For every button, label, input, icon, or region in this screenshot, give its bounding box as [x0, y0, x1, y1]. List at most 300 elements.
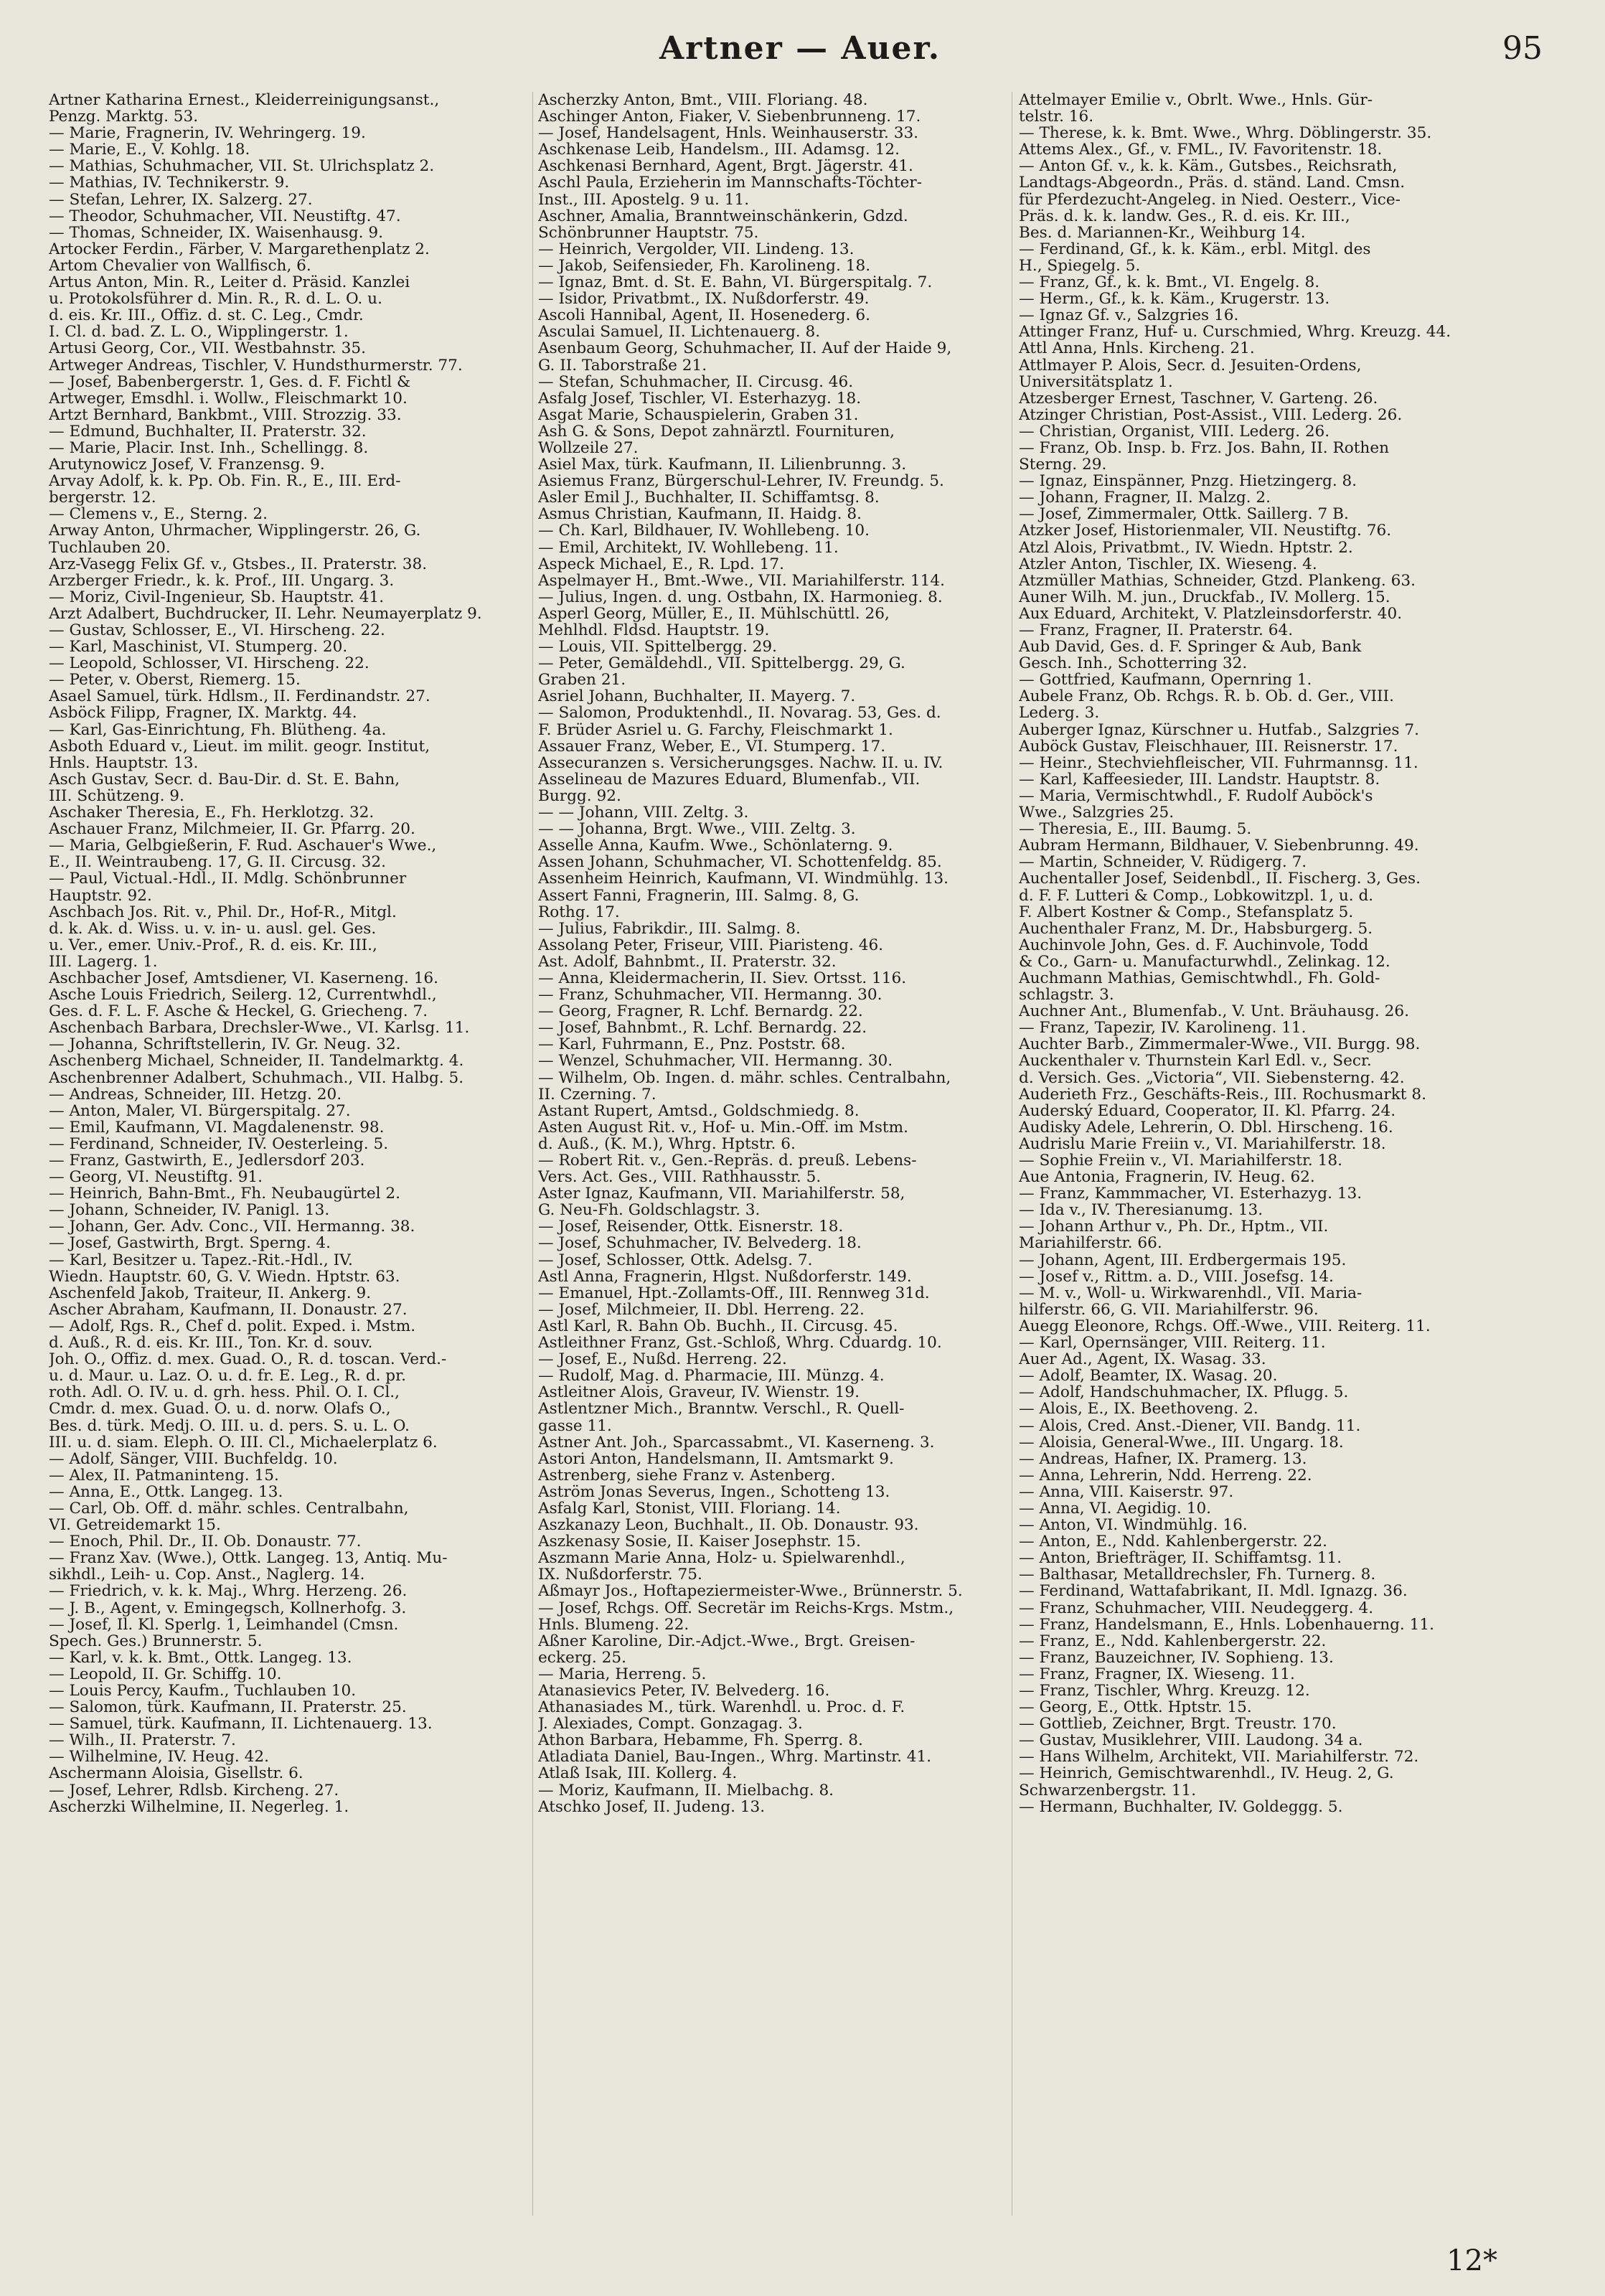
directory-entry: Burgg. 92. [538, 787, 621, 805]
directory-entry: Inst., III. Apostelg. 9 u. 11. [538, 191, 750, 208]
directory-entry: — Josef, Handelsagent, Hnls. Weinhauserstr. 33. [538, 125, 919, 142]
directory-entry: Bes. d. türk. Medj. O. III. u. d. pers. S. u. L. O. [49, 1417, 410, 1434]
directory-entry: Aubram Hermann, Bildhauer, V. Siebenbrunng. 49. [1019, 837, 1419, 855]
directory-entry: Auderský Eduard, Cooperator, II. Kl. Pfarrg. 24. [1019, 1102, 1396, 1119]
directory-entry: — Wilhelm, Ob. Ingen. d. mähr. schles. Centralbahn, [538, 1069, 951, 1086]
directory-entry: Asculai Samuel, II. Lichtenauerg. 8. [538, 324, 821, 341]
directory-entry: — Josef, E., Nußd. Herreng. 22. [538, 1351, 787, 1368]
directory-entry: — Julius, Ingen. d. ung. Ostbahn, IX. Harmonieg. 8. [538, 588, 943, 606]
directory-entry: Assolang Peter, Friseur, VIII. Piaristeng. 46. [538, 936, 884, 954]
directory-entry: — Adolf, Handschuhmacher, IX. Pflugg. 5. [1019, 1384, 1349, 1401]
directory-entry: — Clemens v., E., Sterng. 2. [49, 506, 268, 523]
directory-entry: — Anna, VI. Aegidig. 10. [1019, 1500, 1212, 1518]
directory-entry: — Theresia, E., III. Baumg. 5. [1019, 821, 1252, 838]
directory-entry: Asler Emil J., Buchhalter, II. Schiffamtsg. 8. [538, 489, 880, 507]
directory-entry: — Heinrich, Gemischtwarenhdl., IV. Heug. 2, G. [1019, 1765, 1394, 1782]
directory-entry: Asten August Rit. v., Hof- u. Min.-Off. im Mstm. [538, 1119, 908, 1136]
directory-entry: — Salomon, Produktenhdl., II. Novarag. 53, Ges. d. [538, 705, 941, 722]
directory-entry: Asböck Filipp, Fragner, IX. Marktg. 44. [49, 705, 357, 722]
directory-entry: Asselle Anna, Kaufm. Wwe., Schönlaterng. 9. [538, 837, 893, 855]
directory-entry: — Maria, Vermischtwhdl., F. Rudolf Auböck's [1019, 787, 1373, 805]
directory-entry: — Ignaz, Einspänner, Pnzg. Hietzingerg. 8. [1019, 473, 1357, 490]
directory-entry: Wollzeile 27. [538, 439, 639, 457]
directory-entry: — Josef, Zimmermaler, Ottk. Saillerg. 7 B. [1019, 506, 1349, 523]
directory-entry: Aschinger Anton, Fiaker, V. Siebenbrunneng. 17. [538, 108, 921, 126]
directory-entry: Ascher Abraham, Kaufmann, II. Donaustr. 27. [49, 1301, 408, 1318]
directory-entry: Atzmüller Mathias, Schneider, Gtzd. Plankeng. 63. [1019, 572, 1416, 589]
directory-entry: — Jakob, Seifensieder, Fh. Karolineng. 18. [538, 257, 871, 275]
directory-entry: — Enoch, Phil. Dr., II. Ob. Donaustr. 77. [49, 1533, 362, 1551]
directory-entry: — Anna, E., Ottk. Langeg. 13. [49, 1483, 283, 1500]
directory-entry: Athon Barbara, Hebamme, Fh. Sperrg. 8. [538, 1732, 863, 1749]
directory-entry: für Pferdezucht-Angeleg. in Nied. Oesterr., Vice- [1019, 191, 1401, 208]
directory-entry: — Anna, Lehrerin, Ndd. Herreng. 22. [1019, 1467, 1312, 1484]
directory-entry: — Franz, Fragner, II. Praterstr. 64. [1019, 622, 1294, 639]
directory-entry: — Anton, Briefträger, II. Schiffamtsg. 11. [1019, 1550, 1342, 1567]
directory-entry: — Franz, Schuhmacher, VII. Hermanng. 30. [538, 987, 882, 1004]
directory-entry: Astl Anna, Fragnerin, Hlgst. Nußdorferstr. 149. [538, 1268, 912, 1285]
directory-entry: — Karl, Opernsänger, VIII. Reiterg. 11. [1019, 1335, 1326, 1352]
directory-entry: — Peter, Gemäldehdl., VII. Spittelbergg. 29, G. [538, 655, 905, 672]
directory-entry: Arzt Adalbert, Buchdrucker, II. Lehr. Neumayerplatz 9. [49, 605, 482, 622]
directory-entry: — Josef, Reisender, Ottk. Eisnerstr. 18. [538, 1218, 844, 1236]
directory-entry: Auchner Ant., Blumenfab., V. Unt. Bräuhausg. 26. [1019, 1003, 1409, 1020]
directory-entry: Attl Anna, Hnls. Kircheng. 21. [1019, 340, 1255, 357]
directory-entry: — Gustav, Schlosser, E., VI. Hirscheng. 22. [49, 622, 385, 639]
directory-entry: Assecuranzen s. Versicherungsges. Nachw. II. u. IV. [538, 754, 943, 771]
directory-entry: Auckenthaler v. Thurnstein Karl Edl. v., Secr. [1019, 1053, 1372, 1070]
directory-entry: u. Protokolsführer d. Min. R., R. d. L. O. u. [49, 291, 382, 308]
directory-entry: Lederg. 3. [1019, 705, 1100, 722]
directory-entry: — Moriz, Civil-Ingenieur, Sb. Hauptstr. 41. [49, 588, 385, 606]
directory-entry: — Leopold, Schlosser, VI. Hirscheng. 22. [49, 655, 370, 672]
directory-entry: Asfalg Josef, Tischler, VI. Esterhazyg. 18. [538, 390, 862, 407]
directory-entry: bergerstr. 12. [49, 489, 156, 507]
directory-entry: — Therese, k. k. Bmt. Wwe., Whrg. Döblingerstr. 35. [1019, 125, 1432, 142]
directory-entry: Atschko Josef, II. Judeng. 13. [538, 1798, 766, 1815]
directory-entry: — Heinrich, Vergolder, VII. Lindeng. 13. [538, 240, 855, 258]
directory-entry: Wwe., Salzgries 25. [1019, 804, 1175, 822]
directory-entry: Arzberger Friedr., k. k. Prof., III. Ungarg. 3. [49, 572, 395, 589]
directory-entry: d. Äuß., (K. M.), Whrg. Hptstr. 6. [538, 1135, 796, 1152]
directory-entry: d. Äuß., R. d. eis. Kr. III., Ton. Kr. d. souv. [49, 1335, 373, 1352]
directory-entry: Asiel Max, türk. Kaufmann, II. Lilienbrunng. 3. [538, 456, 907, 474]
directory-entry: Hauptstr. 92. [49, 887, 152, 904]
printer-signature: 12* [1446, 2244, 1497, 2277]
directory-entry: Auer Ad., Agent, IX. Wasag. 33. [1019, 1351, 1266, 1368]
directory-entry: — Ida v., IV. Theresianumg. 13. [1019, 1202, 1263, 1219]
directory-entry: — Emanuel, Hpt.-Zollamts-Off., III. Rennweg 31d. [538, 1284, 930, 1302]
directory-entry: Asenbaum Georg, Schuhmacher, II. Auf der Haide 9, [538, 340, 952, 357]
directory-entry: III. Schützeng. 9. [49, 787, 184, 805]
directory-entry: Asch Gustav, Secr. d. Bau-Dir. d. St. E. Bahn, [49, 771, 400, 788]
page-number: 95 [1502, 30, 1543, 67]
directory-entry: — Alex, II. Patmaninteng. 15. [49, 1467, 279, 1484]
directory-entry: Mehlhdl. Fldsd. Hauptstr. 19. [538, 622, 770, 639]
directory-entry: Aschenbrenner Adalbert, Schuhmach., VII. Halbg. 5. [49, 1069, 464, 1086]
directory-entry: Audrislu Marie Freiin v., VI. Mariahilferstr. 18. [1019, 1135, 1386, 1152]
directory-entry: — Wilh., II. Praterstr. 7. [49, 1732, 236, 1749]
directory-entry: VI. Getreidemarkt 15. [49, 1517, 221, 1534]
directory-entry: — Franz Xav. (Wwe.), Ottk. Langeg. 13, Antiq. Mu- [49, 1550, 448, 1567]
directory-entry: Asperl Georg, Müller, E., II. Mühlschüttl. 26, [538, 605, 890, 622]
directory-entry: IX. Nußdorferstr. 75. [538, 1566, 702, 1584]
directory-entry: — Anton, E., Ndd. Kahlenbergerstr. 22. [1019, 1533, 1328, 1551]
directory-entry: — Josef, Rchgs. Off. Secretär im Reichs-Krgs. Mstm., [538, 1599, 954, 1617]
directory-entry: — — Johann, VIII. Zeltg. 3. [538, 804, 749, 822]
directory-entry: Ascherzki Wilhelmine, II. Negerleg. 1. [49, 1798, 349, 1815]
directory-entry: — Emil, Architekt, IV. Wohllebeng. 11. [538, 539, 839, 556]
directory-entry: — Franz, Handelsmann, E., Hnls. Lobenhauerng. 11. [1019, 1616, 1434, 1633]
directory-entry: Asael Samuel, türk. Hdlsm., II. Ferdinandstr. 27. [49, 688, 430, 705]
directory-entry: — Anton Gf. v., k. k. Käm., Gutsbes., Reichsrath, [1019, 158, 1398, 175]
directory-entry: Astleitner Alois, Graveur, IV. Wienstr. 19. [538, 1384, 860, 1401]
directory-entry: — Moriz, Kaufmann, II. Mielbachg. 8. [538, 1782, 834, 1799]
directory-entry: Ascoli Hannibal, Agent, II. Hosenederg. 6. [538, 307, 870, 324]
directory-entry: — Franz, Tapezir, IV. Karolineng. 11. [1019, 1020, 1307, 1037]
directory-entry: H., Spiegelg. 5. [1019, 257, 1141, 275]
directory-entry: Aschbach Jos. Rit. v., Phil. Dr., Hof-R., Mitgl. [49, 903, 397, 921]
directory-entry: — Salomon, türk. Kaufmann, II. Praterstr. 25. [49, 1699, 407, 1716]
directory-entry: Graben 21. [538, 672, 626, 689]
directory-entry: Ascherzky Anton, Bmt., VIII. Floriang. 48. [538, 92, 868, 109]
directory-entry: G. II. Taborstraße 21. [538, 357, 707, 374]
directory-entry: II. Czerning. 7. [538, 1086, 656, 1103]
directory-entry: Astlentzner Mich., Branntw. Verschl., R. Quell- [538, 1401, 905, 1418]
directory-entry: — Gottlieb, Zeichner, Brgt. Treustr. 170. [1019, 1716, 1337, 1733]
directory-entry: Aström Jonas Severus, Ingen., Schotteng 13. [538, 1483, 890, 1500]
directory-entry: — Stefan, Lehrer, IX. Salzerg. 27. [49, 191, 313, 208]
directory-entry: — Karl, Maschinist, VI. Stumperg. 20. [49, 639, 348, 656]
directory-entry: F. Albert Kostner & Comp., Stefansplatz 5. [1019, 903, 1354, 921]
directory-entry: Atanasievics Peter, IV. Belvederg. 16. [538, 1683, 830, 1700]
directory-entry: — Herm., Gf., k. k. Käm., Krugerstr. 13. [1019, 291, 1330, 308]
directory-entry: G. Neu-Fh. Goldschlagstr. 3. [538, 1202, 761, 1219]
directory-entry: Cmdr. d. mex. Guad. O. u. d. norw. Olafs O., [49, 1401, 391, 1418]
directory-entry: Aschl Paula, Erzieherin im Mannschafts-Töchter- [538, 174, 923, 192]
page-title: Artner — Auer. [659, 30, 941, 67]
directory-entry: Arutynowicz Josef, V. Franzensg. 9. [49, 456, 325, 474]
directory-entry: F. Brüder Asriel u. G. Farchy, Fleischmarkt 1. [538, 721, 893, 738]
directory-entry: & Co., Garn- u. Manufacturwhdl., Zelinkag. 12. [1019, 953, 1390, 970]
directory-entry: — Karl, Gas-Einrichtung, Fh. Blütheng. 4a. [49, 721, 387, 738]
directory-entry: Asche Louis Friedrich, Seilerg. 12, Currentwhdl., [49, 987, 437, 1004]
directory-entry: Astant Rupert, Amtsd., Goldschmiedg. 8. [538, 1102, 860, 1119]
directory-entry: Aschauer Franz, Milchmeier, II. Gr. Pfarrg. 20. [49, 821, 415, 838]
directory-entry: — Johann Arthur v., Ph. Dr., Hptm., VII. [1019, 1218, 1329, 1236]
directory-entry: — Franz, Ob. Insp. b. Frz. Jos. Bahn, II. Rothen [1019, 439, 1390, 457]
column-3 [1019, 92, 1507, 2216]
directory-entry: Asselineau de Mazures Eduard, Blumenfab., VII. [538, 771, 921, 788]
directory-entry: Assen Johann, Schuhmacher, VI. Schottenfeldg. 85. [538, 854, 942, 871]
directory-entry: Mariahilferstr. 66. [1019, 1235, 1162, 1252]
directory-entry: Aßmayr Jos., Hoftapeziermeister-Wwe., Brünnerstr. 5. [538, 1583, 963, 1600]
directory-entry: — Heinrich, Bahn-Bmt., Fh. Neubaugürtel 2. [49, 1185, 400, 1203]
directory-entry: — Marie, E., V. Kohlg. 18. [49, 141, 250, 159]
directory-entry: — Georg, E., Ottk. Hptstr. 15. [1019, 1699, 1252, 1716]
directory-entry: — Ignaz, Bmt. d. St. E. Bahn, VI. Bürgerspitalg. 7. [538, 274, 933, 291]
directory-entry: Aschenbach Barbara, Drechsler-Wwe., VI. Karlsg. 11. [49, 1020, 470, 1037]
directory-entry: — Mathias, IV. Technikerstr. 9. [49, 174, 290, 192]
directory-entry: — Franz, Gastwirth, E., Jedlersdorf 203. [49, 1152, 365, 1170]
directory-entry: Auchmann Mathias, Gemischtwhdl., Fh. Gold- [1019, 969, 1380, 987]
directory-entry: Assenheim Heinrich, Kaufmann, VI. Windmühlg. 13. [538, 870, 949, 888]
directory-entry: — Louis Percy, Kaufm., Tuchlauben 10. [49, 1683, 357, 1700]
directory-entry: — Hans Wilhelm, Architekt, VII. Mariahilferstr. 72. [1019, 1749, 1419, 1766]
directory-entry: Hnls. Hauptstr. 13. [49, 754, 199, 771]
directory-entry: Artusi Georg, Cor., VII. Westbahnstr. 35. [49, 340, 366, 357]
directory-entry: — Andreas, Hafner, IX. Pramerg. 13. [1019, 1450, 1307, 1467]
directory-entry: III. u. d. siam. Eleph. O. III. Cl., Michaelerplatz 6. [49, 1434, 438, 1451]
directory-entry: Artzt Bernhard, Bankbmt., VIII. Strozzig. 33. [49, 406, 402, 423]
directory-entry: — Georg, VI. Neustiftg. 91. [49, 1169, 263, 1186]
directory-entry: Assert Fanni, Fragnerin, III. Salmg. 8, G. [538, 887, 860, 904]
directory-entry: Aub David, Ges. d. F. Springer & Aub, Bank [1019, 639, 1362, 656]
directory-entry: — — Johanna, Brgt. Wwe., VIII. Zeltg. 3. [538, 821, 856, 838]
directory-entry: — Karl, Fuhrmann, E., Pnz. Poststr. 68. [538, 1036, 846, 1053]
directory-entry: Ast. Adolf, Bahnbmt., II. Praterstr. 32. [538, 953, 837, 970]
directory-entry: — Thomas, Schneider, IX. Waisenhausg. 9. [49, 224, 384, 241]
directory-entry: Astori Anton, Handelsmann, II. Amtsmarkt 9. [538, 1450, 894, 1467]
directory-entry: Asgat Marie, Schauspielerin, Graben 31. [538, 406, 859, 423]
directory-entry: — Ferdinand, Gf., k. k. Käm., erbl. Mitgl. des [1019, 240, 1371, 258]
directory-entry: — J. B., Agent, v. Emingegsch, Kollnerhofg. 3. [49, 1599, 407, 1617]
directory-entry: — Franz, Bauzeichner, IV. Sophieng. 13. [1019, 1649, 1334, 1666]
directory-entry: Astner Ant. Joh., Sparcassabmt., VI. Kaserneng. 3. [538, 1434, 935, 1451]
directory-entry: — Franz, Schuhmacher, VIII. Neudeggerg. 4. [1019, 1599, 1374, 1617]
directory-entry: Aszkenasy Sosie, II. Kaiser Josephstr. 15. [538, 1533, 861, 1551]
directory-entry: Atzler Anton, Tischler, IX. Wieseng. 4. [1019, 555, 1317, 573]
directory-entry: — Karl, Kaffeesieder, III. Landstr. Hauptstr. 8. [1019, 771, 1380, 788]
directory-entry: — Josef, Bahnbmt., R. Lchf. Bernardg. 22. [538, 1020, 867, 1037]
directory-entry: Aue Antonia, Fragnerin, IV. Heug. 62. [1019, 1169, 1315, 1186]
directory-entry: Schwarzenbergstr. 11. [1019, 1782, 1197, 1799]
directory-entry: — Alois, E., IX. Beethoveng. 2. [1019, 1401, 1258, 1418]
directory-entry: — Gustav, Musiklehrer, VIII. Laudong. 34 a. [1019, 1732, 1363, 1749]
directory-entry: Athanasiades M., türk. Warenhdl. u. Proc. d. F. [538, 1699, 905, 1716]
directory-entry: Aschbacher Josef, Amtsdiener, VI. Kaserneng. 16. [49, 969, 439, 987]
directory-entry: — Peter, v. Oberst, Riemerg. 15. [49, 672, 301, 689]
directory-entry: Assauer Franz, Weber, E., VI. Stumperg. 17. [538, 738, 886, 755]
directory-entry: — Samuel, türk. Kaufmann, II. Lichtenauerg. 13. [49, 1716, 433, 1733]
directory-entry: Asriel Johann, Buchhalter, II. Mayerg. 7. [538, 688, 856, 705]
directory-entry: Gesch. Inh., Schotterring 32. [1019, 655, 1248, 672]
directory-entry: d. Versich. Ges. „Victoria“, VII. Siebensterng. 42. [1019, 1069, 1405, 1086]
directory-entry: Astl Karl, R. Bahn Ob. Buchh., II. Circusg. 45. [538, 1317, 898, 1335]
directory-entry: Arvay Adolf, k. k. Pp. Ob. Fin. R., E., III. Erd- [49, 473, 401, 490]
directory-entry: — Franz, Gf., k. k. Bmt., VI. Engelg. 8. [1019, 274, 1320, 291]
directory-entry: — Paul, Victual.-Hdl., II. Mdlg. Schönbrunner [49, 870, 407, 888]
directory-entry: sikhdl., Leih- u. Cop. Anst., Naglerg. 14. [49, 1566, 365, 1584]
directory-entry: — Josef, Schuhmacher, IV. Belvederg. 18. [538, 1235, 862, 1252]
directory-entry: — Anna, VIII. Kaiserstr. 97. [1019, 1483, 1234, 1500]
directory-entry: — M. v., Woll- u. Wirkwarenhdl., VII. Maria- [1019, 1284, 1362, 1302]
directory-entry: J. Alexiades, Compt. Gonzagag. 3. [538, 1716, 803, 1733]
directory-entry: — Isidor, Privatbmt., IX. Nußdorferstr. 49. [538, 291, 870, 308]
directory-entry: Auchentaller Josef, Seidenbdl., II. Fischerg. 3, Ges. [1019, 870, 1421, 888]
directory-entry: — Stefan, Schuhmacher, II. Circusg. 46. [538, 373, 854, 390]
directory-entry: — Josef, Gastwirth, Brgt. Sperng. 4. [49, 1235, 331, 1252]
directory-entry: — Georg, Fragner, R. Lchf. Bernardg. 22. [538, 1003, 863, 1020]
directory-entry: — Robert Rit. v., Gen.-Repräs. d. preuß. Lebens- [538, 1152, 917, 1170]
directory-entry: Artweger, Emsdhl. i. Wollw., Fleischmarkt 10. [49, 390, 408, 407]
directory-entry: — Julius, Fabrikdir., III. Salmg. 8. [538, 920, 801, 937]
directory-entry: — Franz, Kammmacher, VI. Esterhazyg. 13. [1019, 1185, 1362, 1203]
directory-entry: gasse 11. [538, 1417, 612, 1434]
directory-entry: Artom Chevalier von Wallfisch, 6. [49, 257, 311, 275]
directory-entry: — Josef v., Rittm. a. D., VIII. Josefsg. 14. [1019, 1268, 1334, 1285]
column-2 [538, 92, 1026, 2216]
directory-entry: Joh. O., Offiz. d. mex. Guad. O., R. d. toscan. Verd.- [49, 1351, 447, 1368]
directory-entry: — Johann, Agent, III. Erdbergermais 195. [1019, 1251, 1347, 1269]
directory-entry: Attems Alex., Gf., v. FML., IV. Favoritenstr. 18. [1019, 141, 1383, 159]
directory-entry: Asboth Eduard v., Lieut. im milit. geogr. Institut, [49, 738, 430, 755]
directory-entry: — Emil, Kaufmann, VI. Magdalenenstr. 98. [49, 1119, 385, 1136]
directory-entry: Atzinger Christian, Post-Assist., VIII. Lederg. 26. [1019, 406, 1403, 423]
directory-entry: Attinger Franz, Huf- u. Curschmied, Whrg. Kreuzg. 44. [1019, 324, 1451, 341]
directory-entry: — Alois, Cred. Anst.-Diener, VII. Bandg. 11. [1019, 1417, 1361, 1434]
directory-entry: Universitätsplatz 1. [1019, 373, 1173, 390]
directory-entry: III. Lagerg. 1. [49, 953, 158, 970]
directory-entry: — Ferdinand, Wattafabrikant, II. Mdl. Ignazg. 36. [1019, 1583, 1408, 1600]
directory-entry: — Sophie Freiin v., VI. Mariahilferstr. 18. [1019, 1152, 1342, 1170]
directory-entry: Astrenberg, siehe Franz v. Astenberg. [538, 1467, 836, 1484]
directory-entry: — Mathias, Schuhmacher, VII. St. Ulrichsplatz 2. [49, 158, 435, 175]
directory-entry: Aschermann Aloisia, Gisellstr. 6. [49, 1765, 303, 1782]
directory-entry: — Ferdinand, Schneider, IV. Oesterleing. 5. [49, 1135, 389, 1152]
directory-entry: Atzl Alois, Privatbmt., IV. Wiedn. Hptstr. 2. [1019, 539, 1353, 556]
directory-entry: Ges. d. F. L. F. Asche & Heckel, G. Griecheng. 7. [49, 1003, 428, 1020]
directory-entry: Aubele Franz, Ob. Rchgs. R. b. Ob. d. Ger., VIII. [1019, 688, 1394, 705]
directory-entry: — Marie, Placir. Inst. Inh., Schellingg. 8. [49, 439, 369, 457]
directory-entry: d. eis. Kr. III., Offiz. d. st. C. Leg., Cmdr. [49, 307, 364, 324]
directory-entry: — Franz, Tischler, Whrg. Kreuzg. 12. [1019, 1683, 1310, 1700]
directory-entry: — Edmund, Buchhalter, II. Praterstr. 32. [49, 423, 367, 440]
directory-entry: — Anton, VI. Windmühlg. 16. [1019, 1517, 1248, 1534]
directory-entry: Arway Anton, Uhrmacher, Wipplingerstr. 26, G. [49, 522, 421, 540]
directory-entry: Aszmann Marie Anna, Holz- u. Spielwarenhdl., [538, 1550, 905, 1567]
directory-entry: — Louis, VII. Spittelbergg. 29. [538, 639, 778, 656]
directory-entry: Präs. d. k. k. landw. Ges., R. d. eis. Kr. III., [1019, 207, 1350, 225]
directory-entry: — Adolf, Rgs. R., Chef d. polit. Exped. i. Mstm. [49, 1317, 416, 1335]
directory-entry: — Balthasar, Metalldrechsler, Fh. Turnerg. 8. [1019, 1566, 1376, 1584]
directory-entry: E., II. Weintraubeng. 17, G. II. Circusg. 32. [49, 854, 386, 871]
directory-entry: Astleithner Franz, Gst.-Schloß, Whrg. Cduardg. 10. [538, 1335, 942, 1352]
directory-entry: — Josef, Il. Kl. Sperlg. 1, Leimhandel (Cmsn. [49, 1616, 399, 1633]
directory-entry: — Gottfried, Kaufmann, Opernring 1. [1019, 672, 1312, 689]
directory-entry: Bes. d. Mariannen-Kr., Weihburg 14. [1019, 224, 1306, 241]
directory-entry: hilferstr. 66, G. VII. Mariahilferstr. 96. [1019, 1301, 1319, 1318]
directory-entry: — Josef, Milchmeier, II. Dbl. Herreng. 22. [538, 1301, 865, 1318]
directory-entry: Aschkenasi Bernhard, Agent, Brgt. Jägerstr. 41. [538, 158, 913, 175]
directory-entry: — Karl, Besitzer u. Tapez.-Rit.-Hdl., IV. [49, 1251, 353, 1269]
directory-entry: — Franz, E., Ndd. Kahlenbergerstr. 22. [1019, 1632, 1327, 1650]
directory-entry: — Marie, Fragnerin, IV. Wehringerg. 19. [49, 125, 366, 142]
directory-entry: — Carl, Ob. Off. d. mähr. schles. Centralbahn, [49, 1500, 409, 1518]
directory-entry: — Leopold, II. Gr. Schiffg. 10. [49, 1665, 282, 1683]
directory-entry: d. k. Ak. d. Wiss. u. v. in- u. ausl. gel. Ges. [49, 920, 377, 937]
directory-entry: Auberger Ignaz, Kürschner u. Hutfab., Salzgries 7. [1019, 721, 1419, 738]
directory-entry: Vers. Act. Ges., VIII. Rathhausstr. 5. [538, 1169, 822, 1186]
directory-entry: Audisky Adele, Lehrerin, O. Dbl. Hirscheng. 16. [1019, 1119, 1393, 1136]
directory-entry: Auchter Barb., Zimmermaler-Wwe., VII. Burgg. 98. [1019, 1036, 1421, 1053]
directory-entry: Auegg Eleonore, Rchgs. Off.-Wwe., VIII. Reiterg. 11. [1019, 1317, 1431, 1335]
directory-entry: — Wenzel, Schuhmacher, VII. Hermanng. 30. [538, 1053, 893, 1070]
directory-entry: Atladiata Daniel, Bau-Ingen., Whrg. Martinstr. 41. [538, 1749, 932, 1766]
directory-entry: Ash G. & Sons, Depot zahnärztl. Fournituren, [538, 423, 895, 440]
directory-entry: Atzesberger Ernest, Taschner, V. Garteng. 26. [1019, 390, 1378, 407]
directory-entry: Spech. Ges.) Brunnerstr. 5. [49, 1632, 263, 1650]
directory-entry: — Karl, v. k. k. Bmt., Ottk. Langeg. 13. [49, 1649, 352, 1666]
directory-entry: Aschaker Theresia, E., Fh. Herklotzg. 32. [49, 804, 375, 822]
directory-entry: Arz-Vasegg Felix Gf. v., Gtsbes., II. Praterstr. 38. [49, 555, 428, 573]
directory-entry: — Maria, Gelbgießerin, F. Rud. Aschauer's Wwe., [49, 837, 437, 855]
column-1 [49, 92, 537, 2216]
directory-entry: — Ch. Karl, Bildhauer, IV. Wohllebeng. 10. [538, 522, 870, 540]
directory-entry: — Johann, Fragner, II. Malzg. 2. [1019, 489, 1271, 507]
directory-entry: Auner Wilh. M. jun., Druckfab., IV. Mollerg. 15. [1019, 588, 1390, 606]
directory-entry: — Wilhelmine, IV. Heug. 42. [49, 1749, 269, 1766]
directory-entry: — Christian, Organist, VIII. Lederg. 26. [1019, 423, 1330, 440]
directory-entry: Auchenthaler Franz, M. Dr., Habsburgerg. 5. [1019, 920, 1373, 937]
directory-entry: Atlaß Isak, III. Kollerg. 4. [538, 1765, 738, 1782]
directory-entry: Aschenberg Michael, Schneider, II. Tandelmarktg. 4. [49, 1053, 464, 1070]
directory-entry: — Adolf, Beamter, IX. Wasag. 20. [1019, 1368, 1278, 1385]
directory-entry: Aschenfeld Jakob, Traiteur, II. Ankerg. 9. [49, 1284, 372, 1302]
directory-entry: Asmus Christian, Kaufmann, II. Haidg. 8. [538, 506, 862, 523]
directory-entry: — Adolf, Sänger, VIII. Buchfeldg. 10. [49, 1450, 338, 1467]
directory-entry: Landtags-Abgeordn., Präs. d. ständ. Land. Cmsn. [1019, 174, 1406, 192]
directory-entry: Aschner, Amalia, Branntweinschänkerin, Gdzd. [538, 207, 908, 225]
directory-entry: Hnls. Blumeng. 22. [538, 1616, 689, 1633]
directory-entry: Sterng. 29. [1019, 456, 1107, 474]
directory-entry: Aszkanazy Leon, Buchhalt., II. Ob. Donaustr. 93. [538, 1517, 919, 1534]
directory-entry: Penzg. Marktg. 53. [49, 108, 199, 126]
directory-entry: I. Cl. d. bad. Z. L. O., Wipplingerstr. 1. [49, 324, 349, 341]
directory-entry: Atzker Josef, Historienmaler, VII. Neustiftg. 76. [1019, 522, 1392, 540]
directory-entry: — Josef, Schlosser, Ottk. Adelsg. 7. [538, 1251, 813, 1269]
directory-entry: d. F. F. Lutteri & Comp., Lobkowitzpl. 1, u. d. [1019, 887, 1374, 904]
directory-entry: — Hermann, Buchhalter, IV. Goldeggg. 5. [1019, 1798, 1343, 1815]
directory-entry: — Aloisia, General-Wwe., III. Ungarg. 18. [1019, 1434, 1344, 1451]
directory-entry: Artus Anton, Min. R., Leiter d. Präsid. Kanzlei [49, 274, 410, 291]
page-header [43, 30, 1557, 88]
directory-entry: — Friedrich, v. k. k. Maj., Whrg. Herzeng. 26. [49, 1583, 408, 1600]
directory-entry: Auböck Gustav, Fleischhauer, III. Reisnerstr. 17. [1019, 738, 1398, 755]
directory-entry: Asfalg Karl, Stonist, VIII. Floriang. 14. [538, 1500, 841, 1518]
directory-entry: schlagstr. 3. [1019, 987, 1114, 1004]
directory-entry: Artner Katharina Ernest., Kleiderreinigungsanst., [49, 92, 440, 109]
directory-entry: — Andreas, Schneider, III. Hetzg. 20. [49, 1086, 342, 1103]
directory-entry: Auchinvole John, Ges. d. F. Auchinvole, Todd [1019, 936, 1369, 954]
directory-entry: Attelmayer Emilie v., Obrlt. Wwe., Hnls. Gür- [1019, 92, 1373, 109]
directory-entry: Artocker Ferdin., Färber, V. Margarethenplatz 2. [49, 240, 430, 258]
directory-entry: — Heinr., Stechviehfleischer, VII. Fuhrmannsg. 11. [1019, 754, 1418, 771]
directory-entry: — Johanna, Schriftstellerin, IV. Gr. Neug. 32. [49, 1036, 401, 1053]
directory-entry: Aßner Karoline, Dir.-Adjct.-Wwe., Brgt. Greisen- [538, 1632, 916, 1650]
directory-entry: Rothg. 17. [538, 903, 620, 921]
directory-entry: Asiemus Franz, Bürgerschul-Lehrer, IV. Freundg. 5. [538, 473, 944, 490]
directory-entry: Tuchlauben 20. [49, 539, 171, 556]
directory-entry: Wiedn. Hauptstr. 60, G. V. Wiedn. Hptstr. 63. [49, 1268, 400, 1285]
directory-entry: eckerg. 25. [538, 1649, 626, 1666]
directory-entry: Aschkenase Leib, Handelsm., III. Adamsg. 12. [538, 141, 900, 159]
directory-entry: — Theodor, Schuhmacher, VII. Neustiftg. 47. [49, 207, 401, 225]
directory-entry: — Maria, Herreng. 5. [538, 1665, 707, 1683]
directory-entry: — Rudolf, Mag. d. Pharmacie, III. Münzg. 4. [538, 1368, 885, 1385]
directory-entry: — Anton, Maler, VI. Bürgerspitalg. 27. [49, 1102, 351, 1119]
directory-entry: — Johann, Schneider, IV. Panigl. 13. [49, 1202, 330, 1219]
